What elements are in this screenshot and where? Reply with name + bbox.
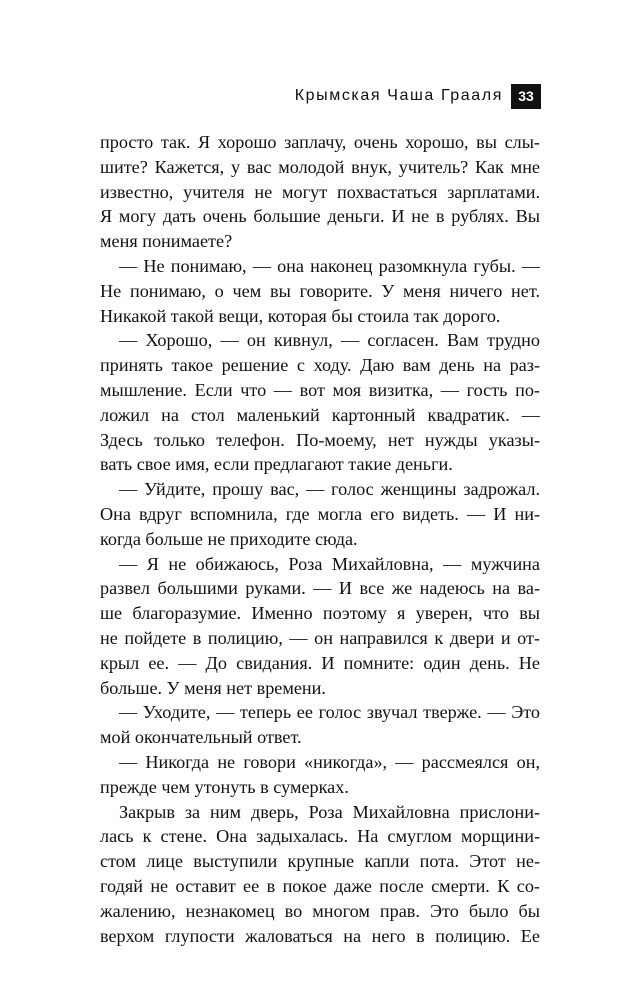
text-line: — Я не обижаюсь, Роза Михайловна, — мужчина [119,553,540,574]
text-line: меня понимаете? [100,231,233,252]
text-line: вать свое имя, если предлагают такие деньги. [100,454,453,475]
text-line: мой окончательный ответ. [100,727,302,748]
text-line: просто так. Я хорошо заплачу, очень хорошо, вы слы- [100,132,540,152]
text-line: — Уходите, — теперь ее голос звучал тверже. — Это [119,702,540,723]
text-line: известно, учителя не могут похвастаться зарплатами. [100,181,540,202]
text-line: годяй не оставит ее в покое даже после смерти. К со- [100,875,540,896]
text-line: принять такое решение с ходу. Даю вам день на раз- [100,355,540,376]
text-line: мышление. Если что — вот моя визитка, — гость по- [100,379,540,400]
text-line: стом лице выступили крупные капли пота. Этот не- [100,851,540,872]
text-line: верхом глупости жаловаться на него в полицию. Ее [100,925,540,946]
text-line: Не понимаю, о чем вы говорите. У меня ничего нет. [100,280,540,301]
text-line: Она вдруг вспомнила, где могла его видеть. — И ни- [100,503,540,524]
page-number-badge: 33 [511,84,541,109]
text-line: — Не понимаю, — она наконец разомкнула губы. — [119,255,540,276]
text-line: — Никогда не говори «никогда», — рассмеялся он, [119,751,540,772]
text-line: ше благоразумие. Именно поэтому я уверен, что вы [100,603,540,624]
text-line: Я могу дать очень большие деньги. И не в рублях. Вы [100,206,540,227]
text-line: — Хорошо, — он кивнул, — согласен. Вам трудно [119,330,540,351]
text-line: Никакой такой вещи, которая бы стоила так дорого. [100,305,501,326]
body-text [100,130,540,948]
running-title: Крымская Чаша Грааля [294,87,503,104]
text-line: жалению, незнакомец во многом прав. Это было бы [100,900,540,921]
text-line: прежде чем утонуть в сумерках. [100,776,349,797]
text-line: ложил на стол маленький картонный квадратик. — [100,404,540,425]
text-line: когда больше не приходите сюда. [100,528,358,549]
running-header [0,84,641,110]
text-line: Здесь только телефон. По-моему, нет нужды указы- [100,429,540,450]
text-line: — Уйдите, прошу вас, — голос женщины задрожал. [119,479,540,500]
text-line: Закрыв за ним дверь, Роза Михайловна прислони- [119,801,540,822]
text-line: шите? Кажется, у вас молодой внук, учитель? Как мне [100,156,540,177]
text-line: не пойдете в полицию, — он направился к двери и от- [100,627,540,648]
text-line: больше. У меня нет времени. [100,677,326,698]
text-line: лась к стене. Она задыхалась. На смуглом морщини- [100,826,540,847]
text-line: крыл ее. — До свидания. И помните: один день. Не [100,652,540,673]
text-line: развел большими руками. — И все же надеюсь на ва- [100,578,540,599]
